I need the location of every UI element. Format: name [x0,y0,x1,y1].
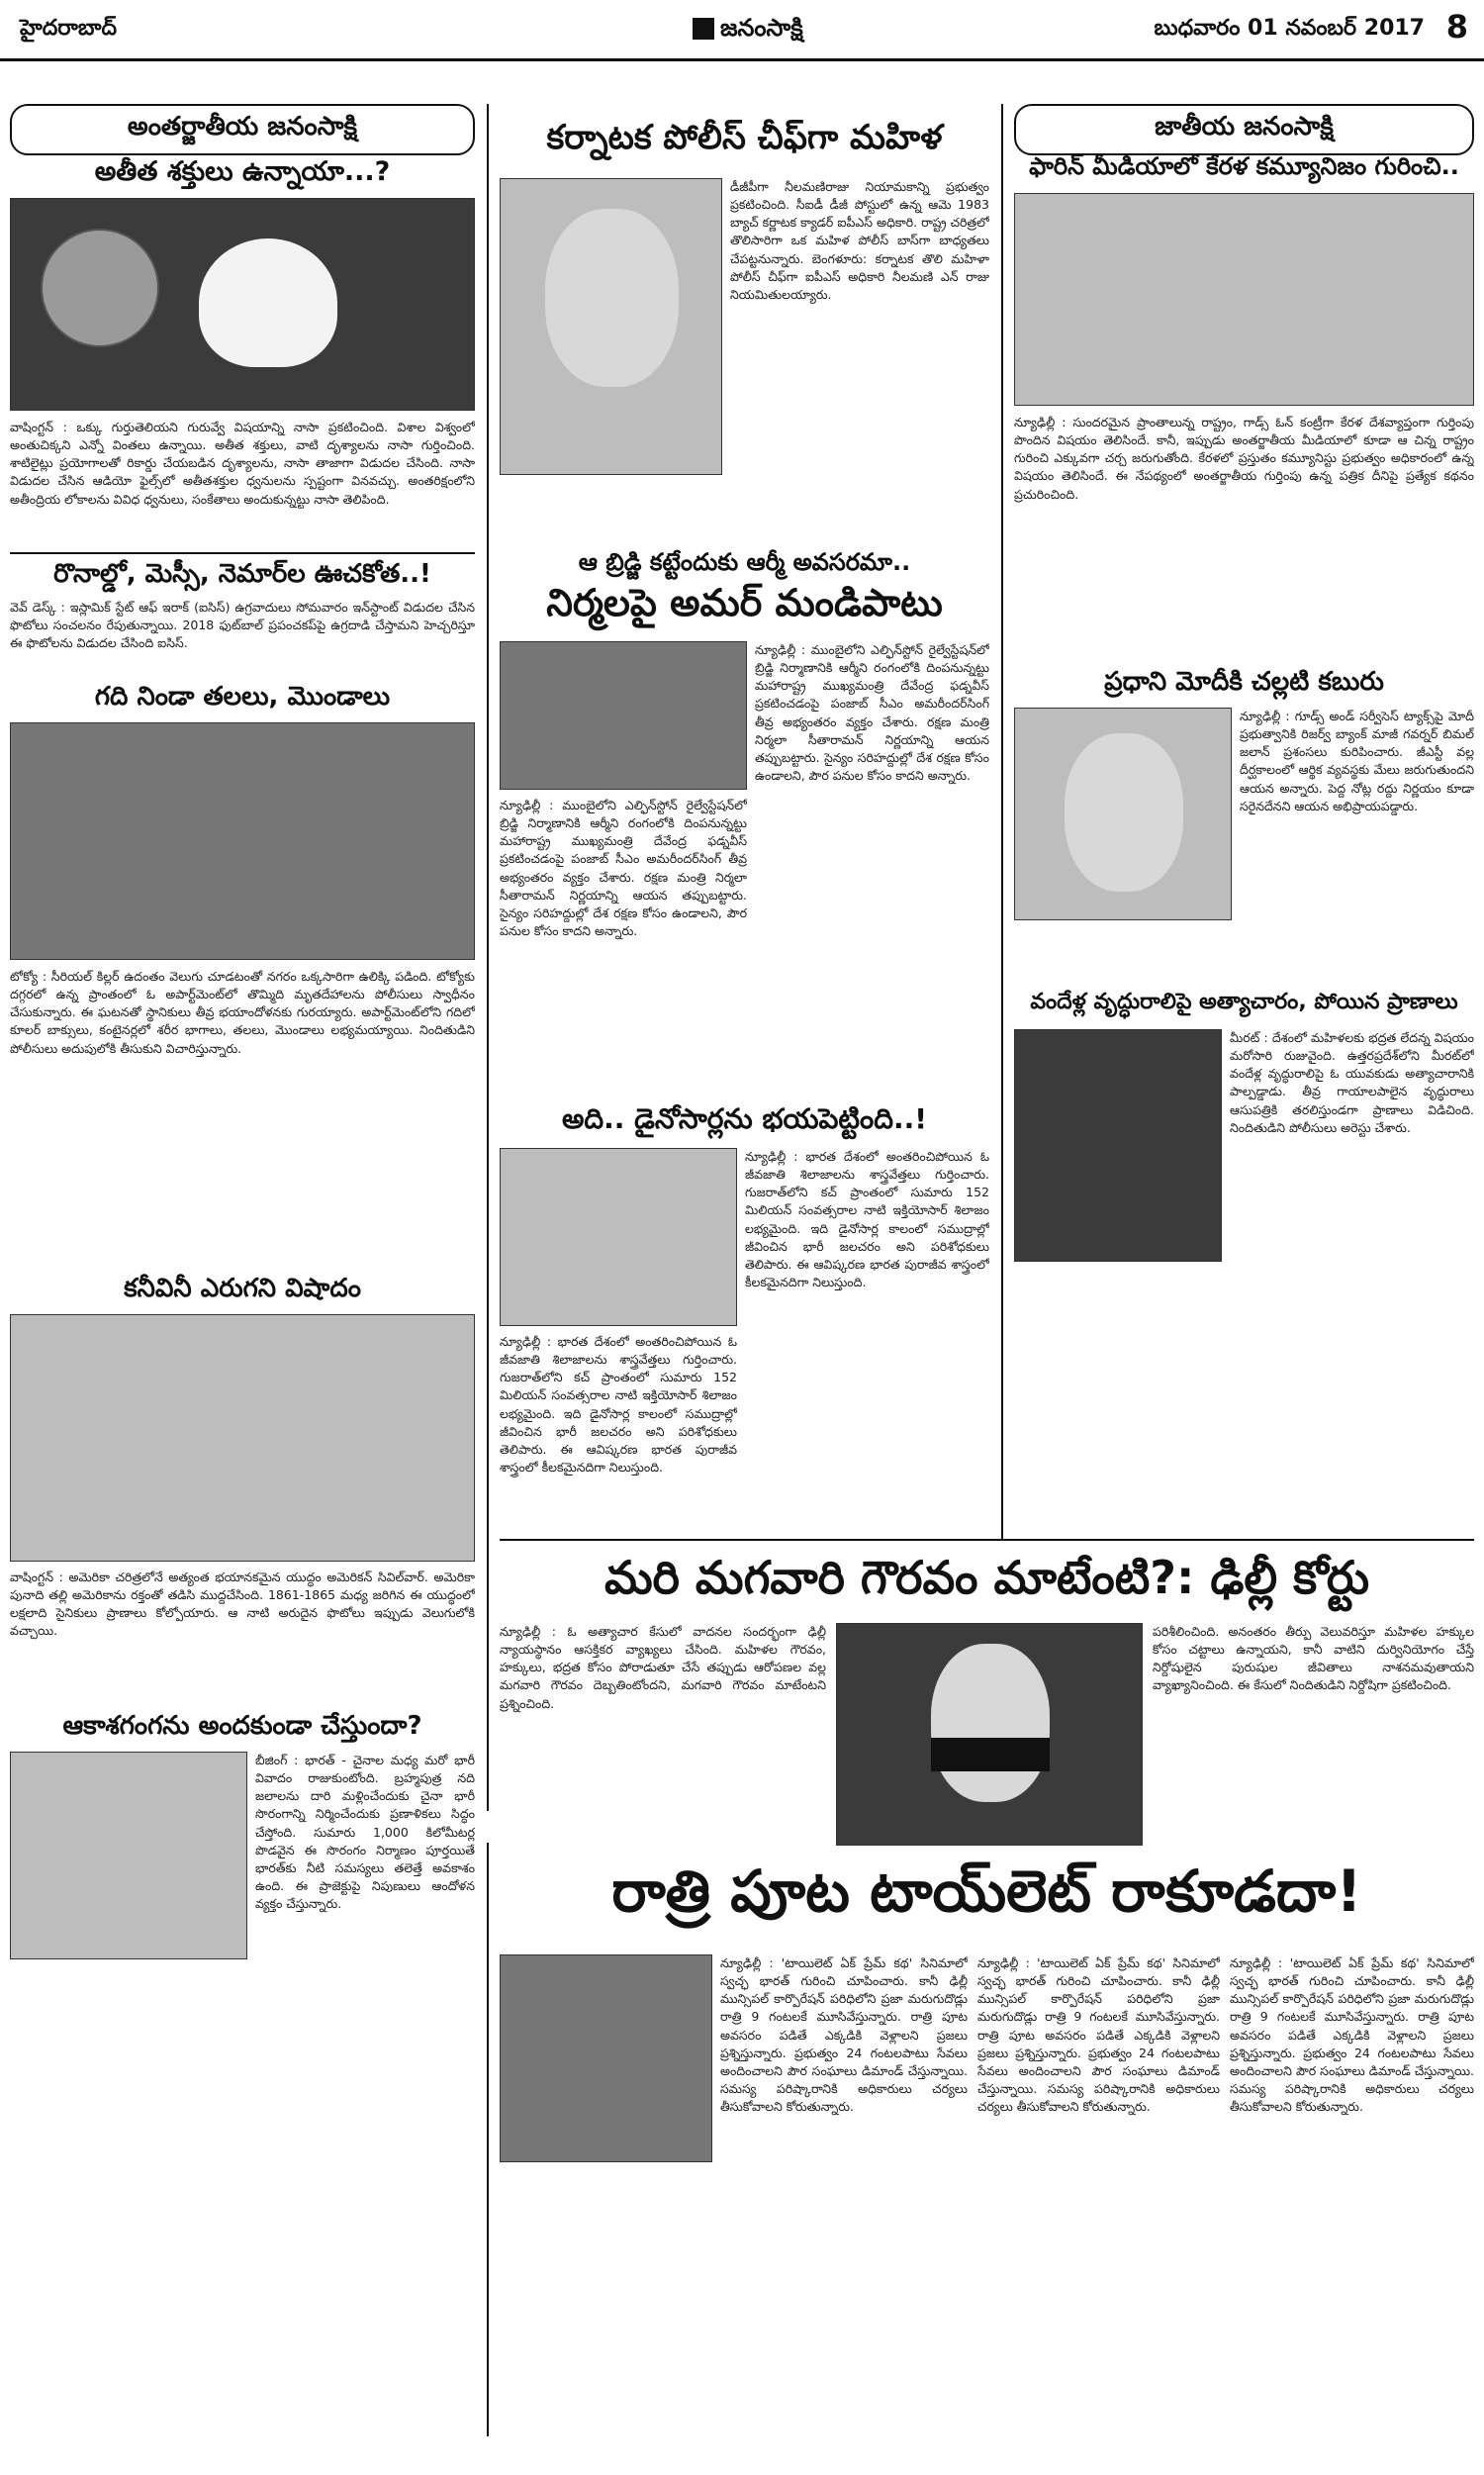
column-rule [487,1843,489,2436]
story-body: వెవ్‌ డెస్క్‌ : ఇస్లామిక్‌ స్టేట్‌ ఆఫ్‌ ఇరాక్‌ (ఐసిస్‌) ఉగ్రవాదులు సోమవారం ఇన్‌స్టాంట్‌ విడుదల చేసిన ఫొటోలు సంచలనం రేపుతున్నాయి. 2018 ఫుట్‌బాల్‌ ప్రపంచకప్‌పై ఉగ్రదాడి చేస్తామని హెచ్చరిస్తూ ఈ ఫొటోలను విడుదల చేసింది ఐసిస్‌. [10,600,475,651]
story-body: న్యూఢిల్లీ : 'టాయిలెట్‌ ఏక్‌ ప్రేమ్‌ కథ' సినిమాలో స్వచ్ఛ భారత్‌ గురించి చూపించారు. కానీ ఢిల్లీ మున్సిపల్‌ కార్పొరేషన్‌ పరిధిలోని ప్రజా మరుగుదొడ్లు రాత్రి 9 గంటలకే మూసివేస్తున్నారు. రాత్రి పూట అవసరం పడితే ఎక్కడికి వెళ్లాలని ప్రజలు ప్రశ్నిస్తున్నారు. ప్రభుత్వం 24 గంటలపాటు సేవలు అందించాలని పౌర సంఘాలు డిమాండ్‌ చేస్తున్నాయి. సమస్య పరిష్కారానికి అధికారులు చర్యలు తీసుకోవాలని కోరుతున్నారు. [720,1955,968,2114]
civil-war-photo [10,1314,475,1562]
story-divider [10,552,475,554]
story-body: టోక్యో : సీరియల్‌ కిల్లర్‌ ఉదంతం వెలుగు చూడటంతో నగరం ఒక్కసారిగా ఉలిక్కి పడింది. టోక్యోకు దగ్గరలో ఉన్న ప్రాంతంలో ఓ అపార్ట్‌మెంట్‌లో తొమ్మిది మృతదేహాలను పోలీసులు స్వాధీనం చేసుకున్నారు. ఈ ఘటనతో స్థానికులు తీవ్ర భయాందోళనకు గురయ్యారు. అపార్ట్‌మెంట్‌లోని గదిలో కూలర్‌ బాక్సులు, కంటైనర్లలో శరీర భాగాలు, తలలు, మొండాలు లభ్యమయ్యాయి. నిందితుడిని పోలీసులు అదుపులోకి తీసుకుని విచారిస్తున్నారు. [10,969,475,1056]
international-section-banner: అంతర్జాతీయ జనంసాక్షి [10,104,475,155]
national-section-banner: జాతీయ జనంసాక్షి [1014,104,1474,155]
masthead [0,0,1484,61]
portrait-face [1065,733,1183,892]
planet-illustration [41,229,159,347]
brand-name: జనంసాక్షి [720,14,803,42]
story-headline: మరి మగవారి గౌరవం మాటేంటి?: ఢిల్లీ కోర్టు [603,1551,1370,1604]
mountain-photo [10,1752,247,1959]
masthead-date: బుధవారం 01 నవంబర్‌ 2017 [1154,16,1425,41]
story-body: న్యూఢిల్లీ : గూడ్స్‌ అండ్‌ సర్వీసెస్‌ ట్యాక్స్‌పై మోదీ ప్రభుత్వానికి రిజర్వ్‌ బ్యాంక్‌ మాజీ గవర్నర్‌ బిమల్‌ జలాన్‌ ప్రశంసలు కురిపించారు. జీఎస్టీ వల్ల దీర్ఘకాలంలో ఆర్థిక వ్యవస్థకు మేలు జరుగుతుందని ఆయన అన్నారు. పెద్ద నోట్ల రద్దు నిర్ణయం కూడా సరైనదేనని ఆయన అభిప్రాయపడ్డారు. [1240,709,1474,813]
story-headline: కనీవినీ ఎరుగని విషాదం [124,1274,361,1303]
story-headline: అతీత శక్తులు ఉన్నాయా...? [94,156,391,187]
kerala-mural-photo [1014,193,1474,406]
story-headline: ఆకాశగంగను అందకుండా చేస్తుందా? [62,1711,422,1741]
gagged-woman-photo [836,1623,1143,1846]
story-headline: నిర్మలపై అమర్‌ మండిపాటు [546,581,943,624]
story-body: వాషింగ్టన్‌ : ఒక్కు గుర్తుతెలియని గురువ్వే విషయాన్ని నాసా ప్రకటించింది. విశాల విశ్వంలో అంతుచిక్కని ఎన్నో వింతలు ఉన్నాయి. అతీత శక్తులు, వాటి దృశ్యాలను నాసా గుర్తించింది. శాటిలైట్లు ప్రయోగాలతో రికార్డు చేయబడిన దృశ్యాలను, నాసా తాజాగా విడుదల చేసింది. నాసా విడుదల చేసిన ఆడియో ఫైల్స్‌లో అతీతశక్తుల ధ్వనులను స్పష్టంగా వినవచ్చు. అంతరిక్షంలోని అతీంద్రియ లోకాలను వివిధ ధ్వనులు, సంకేతాలు అందుకున్నట్టు నాసా తెలిపింది. [10,420,475,507]
economist-photo [1014,708,1232,920]
story-headline: రాత్రి పూట టాయ్‌లెట్‌ రాకూడదా! [611,1857,1362,1925]
story-headline: కర్నాటక పోలీస్‌ చీఫ్‌గా మహిళ [546,118,943,157]
story-body-continued: న్యూఢిల్లీ : 'టాయిలెట్‌ ఏక్‌ ప్రేమ్‌ కథ' సినిమాలో స్వచ్ఛ భారత్‌ గురించి చూపించారు. కానీ ఢిల్లీ మున్సిపల్‌ కార్పొరేషన్‌ పరిధిలోని ప్రజా మరుగుదొడ్లు రాత్రి 9 గంటలకే మూసివేస్తున్నారు. రాత్రి పూట అవసరం పడితే ఎక్కడికి వెళ్లాలని ప్రజలు ప్రశ్నిస్తున్నారు. ప్రభుత్వం 24 గంటలపాటు సేవలు అందించాలని పౌర సంఘాలు డిమాండ్‌ చేస్తున్నాయి. సమస్య పరిష్కారానికి అధికారులు చర్యలు తీసుకోవాలని కోరుతున్నారు. [977,1955,1220,2114]
story-body: పరిశీలించింది. అనంతరం తీర్పు వెలువరిస్తూ మహిళల హక్కుల కోసం చట్టాలు ఉన్నాయని, కానీ వాటిని దుర్వినియోగం చేస్తే నిర్దోషులైన పురుషుల జీవితాలు నాశనమవుతాయని వ్యాఖ్యానించింది. ఈ కేసులో నిందితుడిని నిర్దోషిగా ప్రకటించింది. [1153,1624,1474,1693]
police-chief-photo [500,178,722,475]
excavation-photo [500,1148,737,1326]
story-body-continued: న్యూఢిల్లీ : భారత దేశంలో అంతరించిపోయిన ఓ జీవజాతి శిలాజాలను శాస్త్రవేత్తలు గుర్తించారు. గుజరాత్‌లోని కచ్‌ ప్రాంతంలో సుమారు 152 మిలియన్‌ సంవత్సరాల నాటి ఇక్తియోసార్‌ శిలాజం లభ్యమైంది. ఇది డైనోసార్ల కాలంలో సముద్రాల్లో జీవించిన భారీ జలచరం అని పరిశోధకులు తెలిపారు. ఈ ఆవిష్కరణ భారత పురాజీవ శాస్త్రంలో కీలకమైనదిగా నిలుస్తుంది. [745,1149,989,1289]
story-body-continued: న్యూఢిల్లీ : 'టాయిలెట్‌ ఏక్‌ ప్రేమ్‌ కథ' సినిమాలో స్వచ్ఛ భారత్‌ గురించి చూపించారు. కానీ ఢిల్లీ మున్సిపల్‌ కార్పొరేషన్‌ పరిధిలోని ప్రజా మరుగుదొడ్లు రాత్రి 9 గంటలకే మూసివేస్తున్నారు. రాత్రి పూట అవసరం పడితే ఎక్కడికి వెళ్లాలని ప్రజలు ప్రశ్నిస్తున్నారు. ప్రభుత్వం 24 గంటలపాటు సేవలు అందించాలని పౌర సంఘాలు డిమాండ్‌ చేస్తున్నాయి. సమస్య పరిష్కారానికి అధికారులు చర్యలు తీసుకోవాలని కోరుతున్నారు. [1230,1955,1474,2114]
page-number: 8 [1445,8,1468,46]
column-rule [1001,104,1003,1539]
story-divider [500,1539,1474,1541]
story-headline: అది.. డైనోసార్లను భయపెట్టింది..! [561,1102,928,1135]
portrait-face [931,1644,1050,1802]
masthead-city: హైదరాబాద్ [20,16,117,41]
column-rule [487,104,489,1811]
story-body: బీజింగ్‌ : భారత్‌ - చైనాల మధ్య మరో భారీ వివాదం రాజుకుంటోంది. బ్రహ్మపుత్ర నది జలాలను దారి మళ్లించేందుకు చైనా భారీ సొరంగాన్ని నిర్మించేందుకు ప్రణాళికలు సిద్ధం చేస్తోంది. సుమారు 1,000 కిలోమీటర్ల పొడవైన ఈ సొరంగం నిర్మాణం పూర్తయితే భారత్‌కు నీటి సమస్యలు తలెత్తే అవకాశం ఉంది. ఈ ప్రాజెక్టుపై నిపుణులు ఆందోళన వ్యక్తం చేస్తున్నారు. [255,1753,475,1911]
masthead-brand [693,14,803,48]
story-headline: గది నిండా తలలు, మొండాలు [94,682,391,712]
ghost-illustration [199,238,337,367]
elderly-hands-photo [1014,1029,1222,1262]
toilet-photo [500,1954,712,2162]
story-headline: రొనాల్డో, మెస్సీ, నెమార్‌ల ఊచకోత..! [53,559,431,589]
ghost-photo [10,198,475,411]
story-body-continued: న్యూఢిల్లీ : ముంబైలోని ఎల్ఫిన్‌స్టోన్‌ రైల్వేస్టేషన్‌లో బ్రిడ్జి నిర్మాణానికి ఆర్మీని రంగంలోకి దింపనున్నట్టు మహారాష్ట్ర ముఖ్యమంత్రి దేవేంద్ర ఫడ్నవీస్‌ ప్రకటించడంపై పంజాబ్‌ సీఎం అమరీందర్‌సింగ్‌ తీవ్ర అభ్యంతరం వ్యక్తం చేశారు. రక్షణ మంత్రి నిర్మలా సీతారామన్‌ నిర్ణయాన్ని ఆయన తప్పుబట్టారు. సైన్యం సరిహద్దుల్లో దేశ రక్షణ కోసం ఉండాలని, పౌర పనుల కోసం కాదని అన్నారు. [755,642,989,783]
story-body: న్యూఢిల్లీ : ఓ అత్యాచార కేసులో వాదనల సందర్భంగా ఢిల్లీ న్యాయస్థానం ఆసక్తికర వ్యాఖ్యలు చేసింది. మహిళల గౌరవం, హక్కులు, భద్రత కోసం పోరాడుతూ చేసే తప్పుడు ఆరోపణల వల్ల మగవారి గౌరవం దెబ్బతింటోందని, మగవారి గౌరవం మాటేంటని ప్రశ్నించింది. [500,1624,826,1711]
room-photo [10,722,475,960]
story-headline: ప్రధాని మోదీకి చల్లటి కబురు [1104,667,1384,697]
story-body: మీరట్‌ : దేశంలో మహిళలకు భద్రత లేదన్న విషయం మరోసారి రుజువైంది. ఉత్తరప్రదేశ్‌లోని మీరట్‌లో వందేళ్ల వృద్ధురాలిపై ఓ యువకుడు అత్యాచారానికి పాల్పడ్డాడు. తీవ్ర గాయాలపాలైన వృద్ధురాలు ఆసుపత్రికి తరలిస్తుండగా ప్రాణాలు విడిచింది. నిందితుడిని పోలీసులు అరెస్టు చేశారు. [1230,1030,1474,1135]
story-body: వాషింగ్టన్‌ : అమెరికా చరిత్రలోనే అత్యంత భయానకమైన యుద్ధం అమెరికన్‌ సివిల్‌వార్‌. అమెరికా పునాది తల్లి అమెరికాను రక్తంతో తడిసి ముద్దచేసింది. 1861-1865 మధ్య జరిగిన ఈ యుద్ధంలో లక్షలాది సైనికులు ప్రాణాలు కోల్పోయారు. ఆ నాటి అరుదైన ఫొటోలు ఇప్పుడు వెలుగులోకి వచ్చాయి. [10,1570,475,1639]
story-headline: వందేళ్ల వృద్ధురాలిపై అత్యాచారం, పోయిన ప్రాణాలు [1030,990,1458,1014]
story-kicker: ఆ బ్రిడ్జి కట్టేందుకు ఆర్మీ అవసరమా.. [578,548,911,576]
story-body: న్యూఢిల్లీ : సుందరమైన ప్రాంతాలున్న రాష్ట్రం, గాడ్స్‌ ఓన్‌ కంట్రీగా కేరళ దేశవ్యాప్తంగా గుర్తింపు పొందిన విషయం తెలిసిందే. కానీ, ఇప్పుడు అంతర్జాతీయ మీడియాలో కూడా ఆ చిన్న రాష్ట్రం గురించి ఎక్కువగా చర్చ జరుగుతోంది. కేరళలో ప్రస్తుతం కమ్యూనిస్టు ప్రభుత్వం అధికారంలో ఉన్న విషయం తెలిసిందే. ఈ నేపథ్యంలో అంతర్జాతీయ గుర్తింపు ఉన్న పత్రిక దీనిపై ప్రత్యేక కథనం ప్రచురించింది. [1014,415,1474,502]
gag-tape [931,1738,1050,1771]
story-headline: ఫారిన్‌ మీడియాలో కేరళ కమ్యూనిజం గురించి.. [1029,152,1459,180]
brand-logo-icon [693,18,714,40]
story-body: న్యూఢిల్లీ : భారత దేశంలో అంతరించిపోయిన ఓ జీవజాతి శిలాజాలను శాస్త్రవేత్తలు గుర్తించారు. గుజరాత్‌లోని కచ్‌ ప్రాంతంలో సుమారు 152 మిలియన్‌ సంవత్సరాల నాటి ఇక్తియోసార్‌ శిలాజం లభ్యమైంది. ఇది డైనోసార్ల కాలంలో సముద్రాల్లో జీవించిన భారీ జలచరం అని పరిశోధకులు తెలిపారు. ఈ ఆవిష్కరణ భారత పురాజీవ శాస్త్రంలో కీలకమైనదిగా నిలుస్తుంది. [500,1334,737,1475]
story-body: డీజీపీగా నీలమణిరాజు నియామకాన్ని ప్రభుత్వం ప్రకటించింది. సీఐడీ డీజీ పోస్టులో ఉన్న ఆమె 1983 బ్యాచ్‌ కర్ణాటక క్యాడర్‌ ఐపీఎస్‌ అధికారి. రాష్ట్ర చరిత్రలో తొలిసారిగా ఒక మహిళ పోలీస్‌ బాస్‌గా బాధ్యతలు చేపట్టనున్నారు. బెంగళూరు: కర్నాటక తొలి మహిళా పోలీస్‌ చీఫ్‌గా ఐపీఎస్‌ అధికారి నీలమణి ఎన్‌ రాజు నియమితులయ్యారు. [730,179,989,302]
story-body: న్యూఢిల్లీ : ముంబైలోని ఎల్ఫిన్‌స్టోన్‌ రైల్వేస్టేషన్‌లో బ్రిడ్జి నిర్మాణానికి ఆర్మీని రంగంలోకి దింపనున్నట్టు మహారాష్ట్ర ముఖ్యమంత్రి దేవేంద్ర ఫడ్నవీస్‌ ప్రకటించడంపై పంజాబ్‌ సీఎం అమరీందర్‌సింగ్‌ తీవ్ర అభ్యంతరం వ్యక్తం చేశారు. రక్షణ మంత్రి నిర్మలా సీతారామన్‌ నిర్ణయాన్ని ఆయన తప్పుబట్టారు. సైన్యం సరిహద్దుల్లో దేశ రక్షణ కోసం ఉండాలని, పౌర పనుల కోసం కాదని అన్నారు. [500,798,747,938]
ministers-photo [500,641,747,790]
portrait-face [545,209,679,387]
